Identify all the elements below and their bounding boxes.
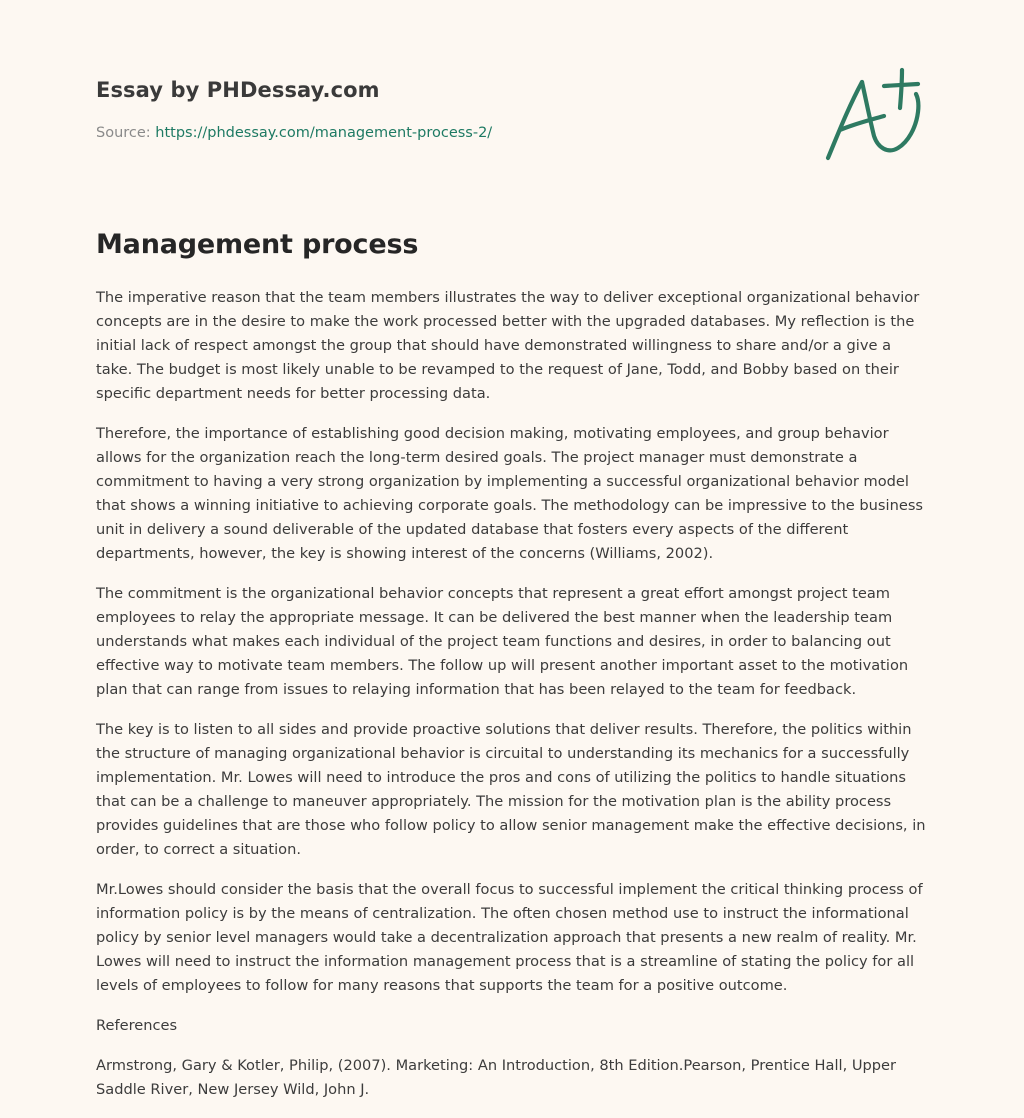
source-link[interactable]: https://phdessay.com/management-process-2/ xyxy=(155,125,493,141)
source-label: Source: xyxy=(96,125,156,141)
a-plus-logo xyxy=(818,64,930,168)
a-plus-icon xyxy=(818,64,930,168)
references-heading: References xyxy=(96,1017,178,1034)
article-paragraph: Therefore, the importance of establishing good decision making, motivating employees, and group behavior allows for the organization reach the long-term desired goals. The project manager must demonstrate a commitment to having a very strong organization by implementing a successful organizational behavior model that shows a winning initiative to achieving corporate goals. The methodology can be impressive to the business unit in delivery a sound deliverable of the updated database that fosters every aspects of the different departments, however, the key is showing interest of the concerns (Williams, 2002). xyxy=(96,425,924,562)
source-line xyxy=(96,123,796,143)
article-paragraph: The commitment is the organizational behavior concepts that represent a great effort amongst project team employees to relay the appropriate message. It can be delivered the best manner when the leadership team understands what makes each individual of the project team functions and desires, in order to balancing out effective way to motivate team members. The follow up will present another important asset to the motivation plan that can range from issues to relaying information that has been relayed to the team for feedback. xyxy=(96,585,909,698)
article xyxy=(96,226,930,1118)
article-title: Management process xyxy=(96,229,419,260)
site-header xyxy=(96,74,796,143)
reference-item: Armstrong, Gary & Kotler, Philip, (2007). Marketing: An Introduction, 8th Edition.Pearson, Prentice Hall, Upper Saddle River, New Jersey Wild, John J. xyxy=(96,1057,897,1098)
article-paragraph: The imperative reason that the team members illustrates the way to deliver exceptional organizational behavior concepts are in the desire to make the work processed better with the upgraded databases. My reflection is the initial lack of respect amongst the group that should have demonstrated willingness to share and/or a give a take. The budget is most likely unable to be revamped to the request of Jane, Todd, and Bobby based on their specific department needs for better processing data. xyxy=(96,289,920,402)
article-paragraph: Mr.Lowes should consider the basis that the overall focus to successful implement the critical thinking process of information policy is by the means of centralization. The often chosen method use to instruct the informational policy by senior level managers would take a decentralization approach that presents a new realm of reality. Mr. Lowes will need to instruct the information management process that is a streamline of stating the policy for all levels of employees to follow for many reasons that supports the team for a positive outcome. xyxy=(96,881,923,994)
article-paragraph: The key is to listen to all sides and provide proactive solutions that deliver results. Therefore, the politics within the structure of managing organizational behavior is circuital to understanding its mechanics for a successfully implementation. Mr. Lowes will need to introduce the pros and cons of utilizing the politics to handle situations that can be a challenge to maneuver appropriately. The mission for the motivation plan is the ability process provides guidelines that are those who follow policy to allow senior management make the effective decisions, in order, to correct a situation. xyxy=(96,721,926,858)
site-title: Essay by PHDessay.com xyxy=(96,78,380,102)
